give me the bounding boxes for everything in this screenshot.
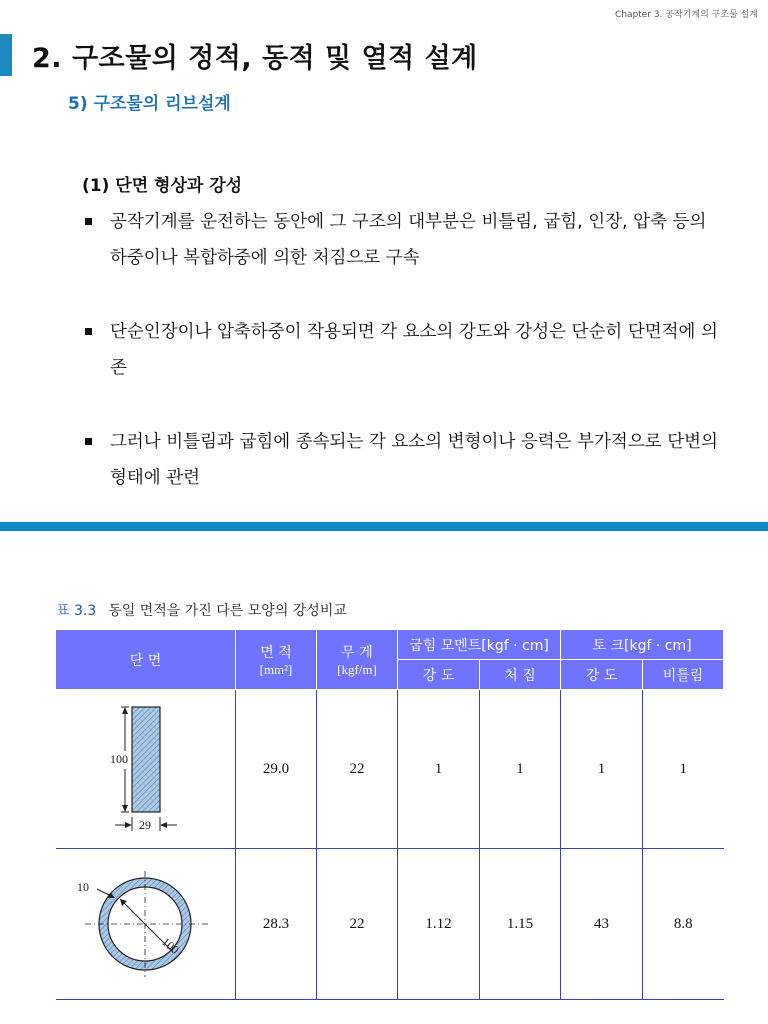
cell-area: 29.0 (236, 690, 317, 849)
cell-bend-deflection: 1 (480, 690, 561, 849)
table-caption-text: 동일 면적을 가진 다른 모양의 강성비교 (108, 603, 347, 619)
header-torque-strength: 강 도 (561, 660, 643, 690)
cell-bend-deflection: 1.15 (480, 849, 561, 1000)
cell-twist: 8.8 (643, 849, 724, 1000)
cell-torque-strength: 43 (561, 849, 643, 1000)
tube-section-cell (56, 849, 236, 1000)
cell-torque-strength: 1 (561, 690, 643, 849)
bullet-item: 그러나 비틀림과 굽힘에 종속되는 각 요소의 변형이나 응력은 부가적으로 단변의 형태에 관련 (82, 424, 722, 496)
cell-weight: 22 (317, 849, 398, 1000)
header-bending-moment: 굽힘 모멘트[kgf · cm] (398, 630, 561, 660)
header-twist: 비틀림 (643, 660, 724, 690)
header-section: 단 면 (56, 630, 236, 690)
header-area-unit: [mm²] (259, 661, 293, 677)
table-number: 표 3.3 (56, 603, 97, 619)
rect-section-cell (56, 690, 236, 849)
bullet-list (82, 204, 722, 534)
arrow-down (122, 805, 128, 812)
chapter-label: Chapter 3. 공작기계의 구조물 설계 (615, 10, 758, 20)
bullet-item: 공작기계를 운전하는 동안에 그 구조의 대부분은 비틀림, 굽힘, 인장, 압축 등의 하중이나 복합하중에 의한 처짐으로 구속 (82, 204, 722, 276)
cell-bend-strength: 1.12 (398, 849, 480, 1000)
cell-area: 28.3 (236, 849, 317, 1000)
cell-bend-strength: 1 (398, 690, 480, 849)
dim-height-label: 100 (110, 752, 129, 766)
header-area (236, 630, 317, 690)
page-title: 2. 구조물의 정적, 동적 및 열적 설계 (32, 43, 478, 74)
arrow-up (122, 707, 128, 714)
section-divider (0, 522, 768, 531)
table-row (56, 849, 724, 1000)
header-weight (317, 630, 398, 690)
table-row (56, 690, 724, 849)
header-weight-label: 무 게 (341, 644, 373, 661)
cell-twist: 1 (643, 690, 724, 849)
rect-cross-section (132, 707, 160, 812)
circular-tube-section-diagram (65, 869, 225, 979)
cell-weight: 22 (317, 690, 398, 849)
header-torque: 토 크[kgf · cm] (561, 630, 724, 660)
header-bend-strength: 강 도 (398, 660, 480, 690)
bullet-item: 단순인장이나 압축하중이 작용되면 각 요소의 강도와 강성은 단순히 단면적에 의존 (82, 314, 722, 386)
header-bend-deflection: 처 짐 (480, 660, 561, 690)
header-weight-unit: [kgf/m] (337, 661, 377, 677)
arrow-right (125, 822, 132, 828)
dim-width-label: 29 (139, 818, 152, 832)
section-heading: (1) 단면 형상과 강성 (82, 176, 243, 196)
rectangular-section-diagram (85, 699, 205, 839)
dim-wall-label: 10 (77, 880, 90, 894)
dim-diameter-label: 100 (159, 934, 183, 957)
arrow-left (160, 822, 167, 828)
page-subtitle: 5) 구조물의 리브설계 (68, 94, 231, 114)
title-accent-bar (0, 34, 12, 76)
stiffness-comparison-table (55, 629, 724, 1000)
table-caption (56, 600, 347, 620)
header-area-label: 면 적 (260, 644, 292, 661)
